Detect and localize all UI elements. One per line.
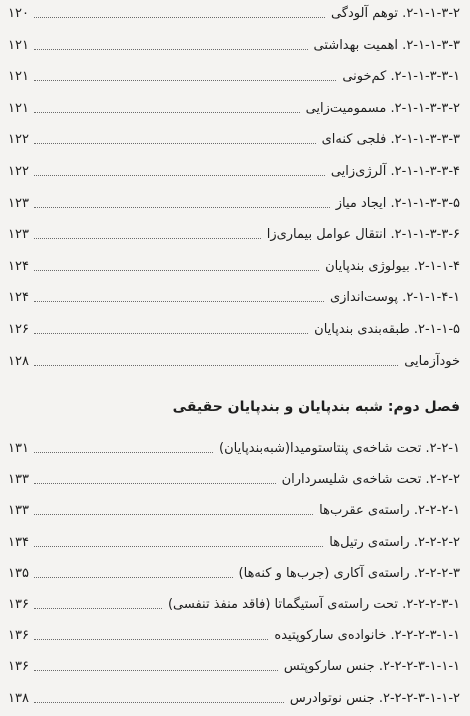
dot-leader	[34, 608, 162, 609]
toc-entry-title: ۲-۱-۱-۳-۳-۵. ایجاد میاز	[335, 195, 460, 211]
toc-entry-page-number: ۱۲۲	[8, 132, 29, 148]
toc-entry	[8, 32, 460, 54]
toc-entry-title: ۲-۱-۱-۳-۲. توهم آلودگی	[330, 6, 460, 21]
toc-entry-title: ۲-۱-۱-۳-۳-۶. انتقال عوامل بیماری‌زا	[266, 227, 460, 243]
toc-entry	[8, 95, 460, 117]
toc-entry-title: خودآزمایی	[404, 353, 460, 369]
dot-leader	[34, 112, 300, 113]
toc-entry-title: ۲-۲-۱. تحت شاخه‌ی پنتاستومیدا(شبه‌بندپایان)	[219, 441, 460, 456]
dot-leader	[34, 207, 330, 208]
dot-leader	[34, 17, 325, 18]
toc-entry-page-number: ۱۲۲	[8, 164, 29, 179]
toc-entry	[8, 284, 460, 306]
dot-leader	[34, 483, 276, 484]
toc-entry-page-number: ۱۳۴	[8, 534, 29, 550]
toc-entry-page-number: ۱۲۱	[8, 69, 29, 85]
toc-entry-page-number: ۱۳۵	[8, 565, 29, 581]
toc-entry	[8, 622, 460, 644]
dot-leader	[34, 514, 313, 515]
dot-leader	[34, 452, 213, 453]
toc-entry	[8, 63, 460, 85]
toc-entry-page-number: ۱۲۴	[8, 290, 29, 306]
toc-entry	[8, 466, 460, 488]
dot-leader	[34, 333, 308, 334]
toc-entry-title: ۲-۱-۱-۵. طبقه‌بندی بندپایان	[314, 322, 460, 337]
toc-entry-title: ۲-۲-۲-۱. راسته‌ی عقرب‌ها	[319, 503, 460, 519]
toc-entry	[8, 190, 460, 212]
toc-entry-title: ۲-۱-۱-۳-۳-۱. کم‌خونی	[342, 69, 460, 85]
toc-entry-page-number: ۱۳۱	[8, 441, 29, 456]
toc-entry-title: ۲-۲-۲. تحت شاخه‌ی شلیسرداران	[281, 472, 460, 488]
toc-entry	[8, 685, 460, 707]
toc-entry-page-number: ۱۳۶	[8, 597, 29, 612]
toc-entry-title: ۲-۲-۲-۳-۱-۱-۱. جنس سارکوپتس	[283, 659, 460, 675]
dot-leader	[34, 365, 398, 366]
dot-leader	[34, 175, 325, 176]
dot-leader	[34, 546, 323, 547]
chapter-heading: فصل دوم: شبه بندپایان و بندپایان حقیقی	[172, 399, 460, 415]
toc-entry-title: ۲-۲-۲-۲. راسته‌ی رتیل‌ها	[329, 534, 460, 550]
toc-entry-page-number: ۱۲۳	[8, 195, 29, 211]
dot-leader	[34, 270, 319, 271]
toc-entry	[8, 348, 460, 370]
dot-leader	[34, 577, 233, 578]
toc-entry	[8, 560, 460, 582]
toc-entry-page-number: ۱۲۱	[8, 100, 29, 116]
dot-leader	[34, 639, 268, 640]
toc-entry-page-number: ۱۲۰	[8, 6, 29, 21]
toc-entry-title: ۲-۱-۱-۴-۱. پوست‌اندازی	[329, 290, 460, 306]
toc-entry-title: ۲-۲-۲-۳-۱. تحت راسته‌ی آستیگماتا (فاقد منفذ تنفسی)	[167, 597, 460, 612]
toc-entry	[8, 221, 460, 243]
toc-entry-title: ۲-۲-۲-۳-۱-۱. خانواده‌ی سارکوپتیده	[274, 628, 460, 644]
toc-entry-title: ۲-۱-۱-۳-۳-۳. فلجی کنه‌ای	[321, 132, 460, 148]
toc-entry	[8, 653, 460, 675]
toc-entry	[8, 497, 460, 519]
toc-entry-page-number: ۱۲۶	[8, 322, 29, 337]
toc-entry	[8, 316, 460, 338]
toc-entry	[8, 126, 460, 148]
dot-leader	[34, 80, 336, 81]
toc-entry	[8, 435, 460, 457]
toc-entry-page-number: ۱۳۳	[8, 503, 29, 519]
toc-entry-page-number: ۱۲۳	[8, 227, 29, 243]
toc-entry-page-number: ۱۳۶	[8, 628, 29, 644]
toc-entry-title: ۲-۲-۲-۳. راسته‌ی آکاری (جرب‌ها و کنه‌ها)	[238, 565, 460, 581]
dot-leader	[34, 49, 308, 50]
toc-entry-title: ۲-۱-۱-۳-۳-۲. مسمومیت‌زایی	[305, 100, 460, 116]
toc-entry	[8, 0, 460, 22]
dot-leader	[34, 301, 324, 302]
dot-leader	[34, 670, 278, 671]
toc-entry	[8, 158, 460, 180]
toc-entry-title: ۲-۱-۱-۳-۳-۴. آلرژی‌زایی	[330, 164, 460, 179]
dot-leader	[34, 702, 284, 703]
toc-entry-page-number: ۱۲۴	[8, 258, 29, 274]
toc-entry-page-number: ۱۳۳	[8, 472, 29, 488]
dot-leader	[34, 238, 261, 239]
toc-entry-page-number: ۱۳۸	[8, 690, 29, 706]
toc-entry	[8, 253, 460, 275]
toc-entry-page-number: ۱۳۶	[8, 659, 29, 675]
toc-entry-page-number: ۱۲۱	[8, 37, 29, 53]
toc-entry-page-number: ۱۲۸	[8, 353, 29, 369]
toc-entry-title: ۲-۱-۱-۴. بیولوژی بندپایان	[325, 258, 460, 274]
dot-leader	[34, 143, 316, 144]
toc-entry-title: ۲-۱-۱-۳-۳. اهمیت بهداشتی	[313, 37, 460, 53]
toc-entry	[8, 591, 460, 613]
toc-entry-title: ۲-۲-۲-۳-۱-۱-۲. جنس نوتوادرس	[289, 690, 460, 706]
toc-entry	[8, 529, 460, 551]
